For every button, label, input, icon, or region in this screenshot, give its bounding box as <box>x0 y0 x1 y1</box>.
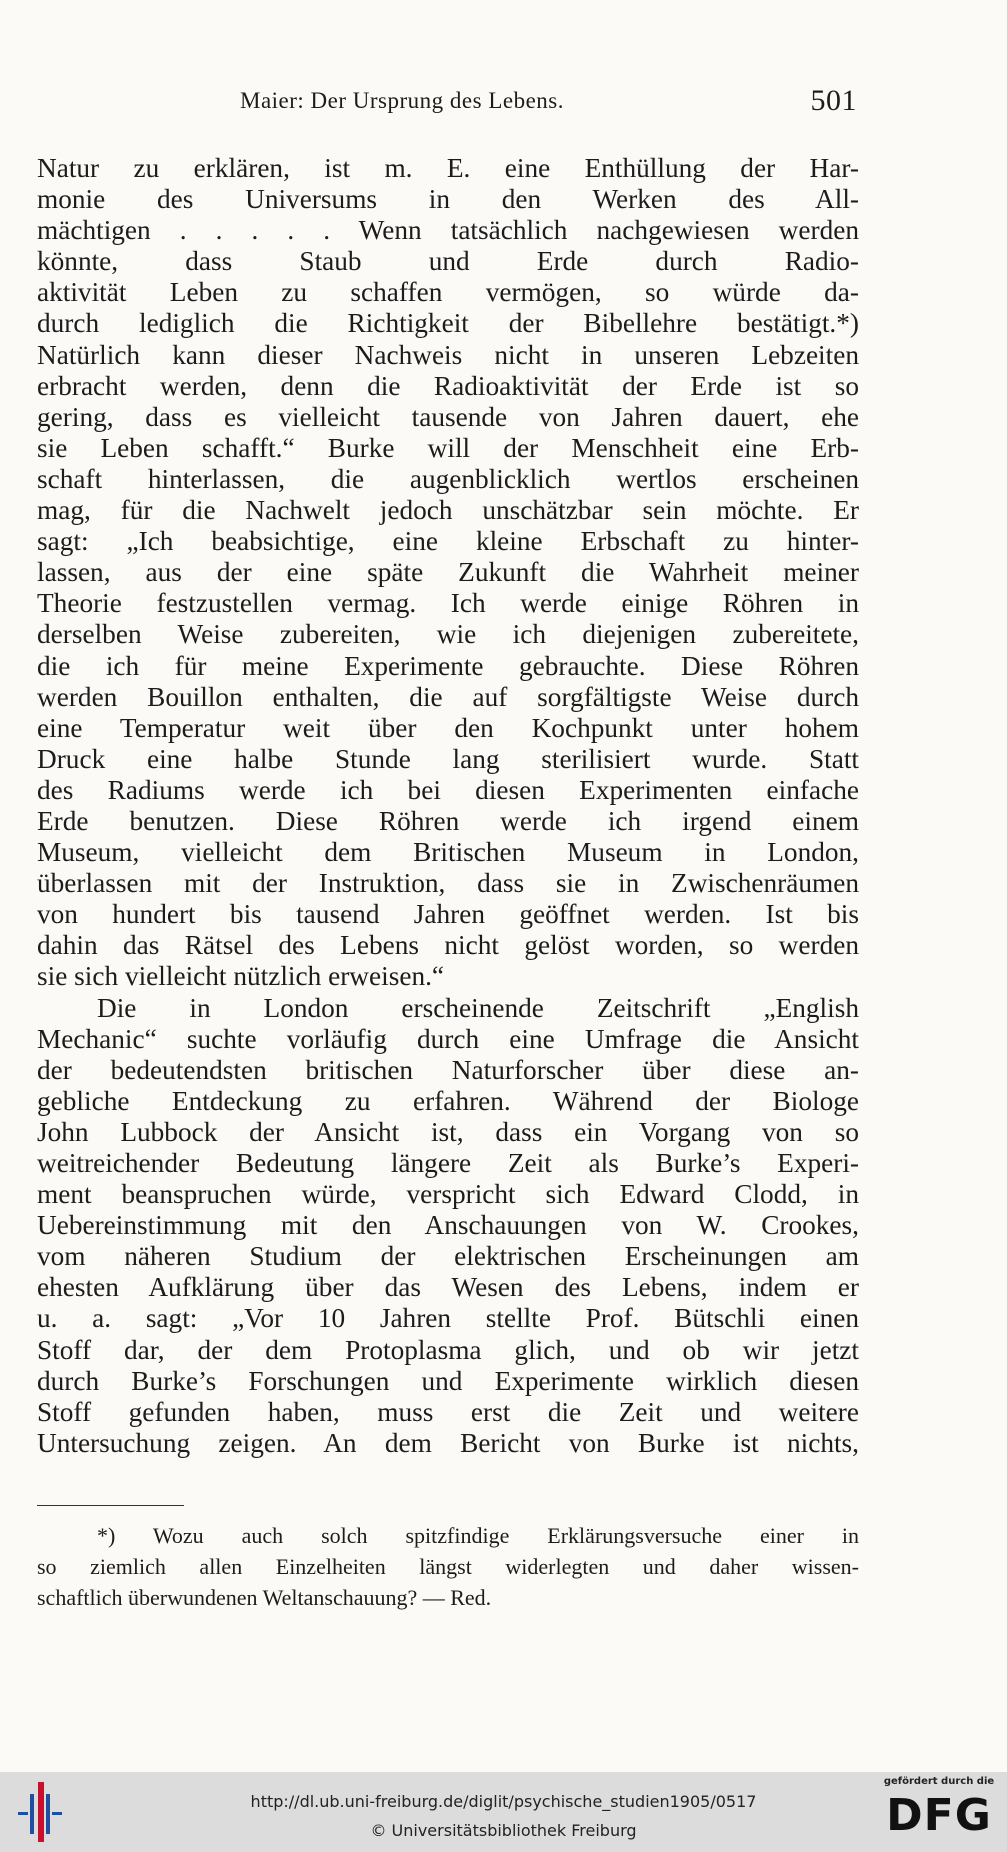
footer-bar <box>0 1772 1007 1852</box>
text-line: von hundert bis tausend Jahren geöffnet werden. Ist bis <box>37 899 859 930</box>
text-line: der bedeutendsten britischen Naturforscher über diese an- <box>37 1054 859 1085</box>
text-line: die ich für meine Experimente gebrauchte. Diese Röhren <box>37 650 859 681</box>
text-line: gering, dass es vielleicht tausende von Jahren dauert, ehe <box>37 401 859 432</box>
text-line: weitreichender Bedeutung längere Zeit als Burke’s Experi- <box>37 1148 859 1178</box>
funding-caption: gefördert durch die <box>883 1776 995 1787</box>
text-line: ment beanspruchen würde, verspricht sich Edward Clodd, in <box>37 1179 859 1210</box>
text-line: Untersuchung zeigen. An dem Bericht von Burke ist nichts, <box>37 1427 859 1458</box>
footnote <box>37 1523 859 1616</box>
text-line: Uebereinstimmung mit den Anschauungen von W. Crookes, <box>37 1210 859 1241</box>
source-url-link[interactable]: http://dl.ub.uni-freiburg.de/diglit/psychische_studien1905/0517 <box>250 1792 757 1811</box>
text-line: Stoff dar, der dem Protoplasma glich, und ob wir jetzt <box>37 1334 859 1365</box>
running-title: Maier: Der Ursprung des Lebens. <box>240 88 564 113</box>
text-line: Museum, vielleicht dem Britischen Museum in London, <box>37 837 859 868</box>
text-line: Druck eine halbe Stunde lang sterilisiert wurde. Statt <box>37 743 859 774</box>
text-line: des Radiums werde ich bei diesen Experimenten einfache <box>37 774 859 805</box>
text-line: Natur zu erklären, ist m. E. eine Enthüllung der Har- <box>37 153 859 183</box>
dfg-logo: DFG <box>886 1790 992 1841</box>
text-line: Theorie festzustellen vermag. Ich werde einige Röhren in <box>37 588 859 619</box>
text-line: schaft hinterlassen, die augenblicklich wertlos erscheinen <box>37 463 859 494</box>
text-line: vom näheren Studium der elektrischen Erscheinungen am <box>37 1241 859 1272</box>
text-line: gebliche Entdeckung zu erfahren. Während der Biologe <box>37 1085 859 1116</box>
text-line: dahin das Rätsel des Lebens nicht gelöst worden, so werden <box>37 930 859 961</box>
text-line: sie Leben schafft.“ Burke will der Menschheit eine Erb- <box>37 432 859 463</box>
text-line: ehesten Aufklärung über das Wesen des Lebens, indem er <box>37 1272 859 1303</box>
text-line: Natürlich kann dieser Nachweis nicht in unseren Lebzeiten <box>37 339 859 370</box>
footnote-rule <box>37 1505 184 1506</box>
text-line: durch Burke’s Forschungen und Experimente wirklich diesen <box>37 1365 859 1396</box>
text-line: Erde benutzen. Diese Röhren werde ich irgend einem <box>37 805 859 836</box>
text-line: mächtigen . . . . . Wenn tatsächlich nachgewiesen werden <box>37 215 859 246</box>
text-line: lassen, aus der eine späte Zukunft die Wahrheit meiner <box>37 557 859 588</box>
text-line: monie des Universums in den Werken des All- <box>37 184 859 215</box>
footnote-line: so ziemlich allen Einzelheiten längst widerlegten und daher wissen- <box>37 1554 859 1580</box>
text-line: sagt: „Ich beabsichtige, eine kleine Erbschaft zu hinter- <box>37 526 859 557</box>
text-line: überlassen mit der Instruktion, dass sie in Zwischenräumen <box>37 868 859 899</box>
text-line: erbracht werden, denn die Radioaktivität der Erde ist so <box>37 370 859 401</box>
text-line: Stoff gefunden haben, muss erst die Zeit und weitere <box>37 1396 859 1427</box>
footnote-line: schaftlich überwundenen Weltanschauung? — Red. <box>37 1585 492 1611</box>
text-line: Mechanic“ suchte vorläufig durch eine Umfrage die Ansicht <box>37 1023 859 1054</box>
text-line: mag, für die Nachwelt jedoch unschätzbar sein möchte. Er <box>37 495 859 526</box>
text-line: derselben Weise zubereiten, wie ich diejenigen zubereitete, <box>37 619 859 650</box>
text-line: werden Bouillon enthalten, die auf sorgfältigste Weise durch <box>37 681 859 712</box>
footnote-line: *) Wozu auch solch spitzfindige Erklärungsversuche einer in <box>97 1523 859 1548</box>
text-line: John Lubbock der Ansicht ist, dass ein Vorgang von so <box>37 1116 859 1147</box>
page-number: 501 <box>810 84 857 117</box>
text-line: u. a. sagt: „Vor 10 Jahren stellte Prof. Bütschli einen <box>37 1303 859 1334</box>
copyright-notice: © Universitätsbibliothek Freiburg <box>370 1821 637 1840</box>
body-text <box>37 153 859 1459</box>
paragraph-start-line: Die in London erscheinende Zeitschrift „English <box>97 992 859 1023</box>
text-line: könnte, dass Staub und Erde durch Radio- <box>37 246 859 277</box>
text-line: durch lediglich die Richtigkeit der Bibellehre bestätigt.*) <box>37 308 859 339</box>
text-line: aktivität Leben zu schaffen vermögen, so würde da- <box>37 277 859 308</box>
text-line: eine Temperatur weit über den Kochpunkt unter hohem <box>37 712 859 743</box>
paragraph-end-line: sie sich vielleicht nützlich erweisen.“ <box>37 961 445 992</box>
